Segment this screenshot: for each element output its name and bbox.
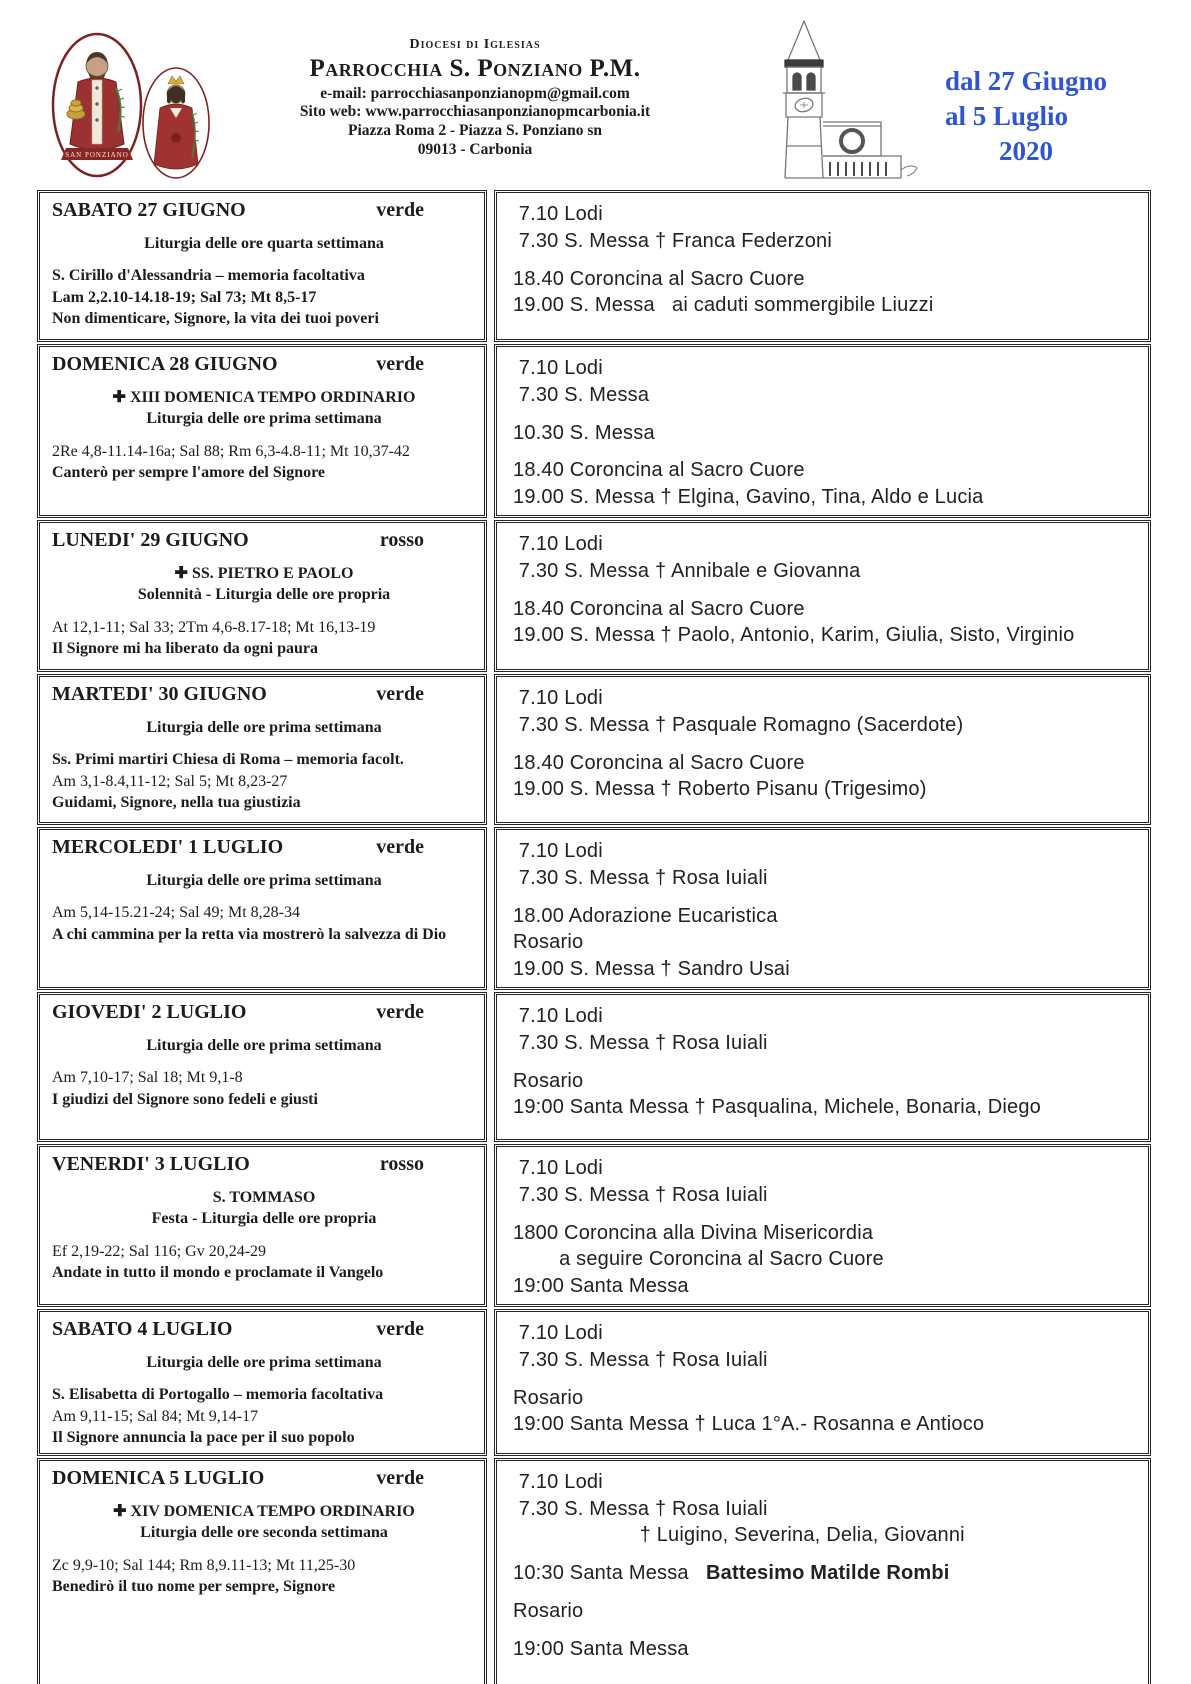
day-title: DOMENICA 5 LUGLIO <box>52 1466 265 1489</box>
day-row <box>37 520 1151 672</box>
day-info-cell <box>37 190 487 342</box>
schedule-line: 7.10 Lodi <box>513 839 603 862</box>
schedule-line: Rosario <box>513 1599 584 1622</box>
liturgical-color: verde <box>376 199 424 221</box>
day-info-cell <box>37 520 487 672</box>
day-info-cell <box>37 1144 487 1307</box>
period-line: al 5 Luglio <box>945 101 1069 132</box>
schedule-line: Rosario <box>513 1386 584 1409</box>
schedule-line: 7.30 S. Messa † Rosa Iuiali <box>513 1183 768 1206</box>
schedule-line: 19:00 Santa Messa <box>513 1275 689 1298</box>
day-row <box>37 1458 1151 1684</box>
day-row <box>37 992 1151 1142</box>
schedule-line: 19:00 Santa Messa <box>513 1637 689 1660</box>
schedule-line: 7.10 Lodi <box>513 1004 603 1027</box>
day-title: DOMENICA 28 GIUGNO <box>52 353 278 375</box>
day-detail-line: A chi cammina per la retta via mostrerò la salvezza di Dio <box>52 925 447 943</box>
day-info-cell <box>37 344 487 518</box>
liturgical-color: verde <box>376 835 424 858</box>
schedule-line: 7.30 S. Messa † Pasquale Romagno (Sacerdote) <box>513 713 964 736</box>
day-info-cell <box>37 992 487 1142</box>
day-detail-line: Festa - Liturgia delle ore propria <box>151 1210 377 1228</box>
day-row <box>37 1309 1151 1456</box>
parish-city: 09013 - Carbonia <box>417 141 533 159</box>
day-detail-line: ✚ XIV DOMENICA TEMPO ORDINARIO <box>113 1502 415 1520</box>
san-ponziano-image <box>50 30 144 180</box>
schedule-line: 7.10 Lodi <box>513 203 603 225</box>
day-detail-line: Ef 2,19-22; Sal 116; Gv 20,24-29 <box>52 1242 267 1260</box>
day-detail-line: Andate in tutto il mondo e proclamate il Vangelo <box>52 1264 384 1282</box>
san-ponziano-caption: SAN PONZIANO <box>65 151 129 159</box>
schedule-line: 7.30 S. Messa † Franca Federzoni <box>513 229 832 252</box>
schedule-line: 19:00 Santa Messa † Luca 1°A.- Rosanna e Antioco <box>513 1413 985 1436</box>
schedule-line: 7.30 S. Messa † Rosa Iuiali <box>513 1497 768 1520</box>
schedule-line: 7.10 Lodi <box>513 1321 603 1344</box>
day-detail-line: S. Elisabetta di Portogallo – memoria facoltativa <box>52 1386 384 1404</box>
schedule-line: a seguire Coroncina al Sacro Cuore <box>513 1248 884 1271</box>
day-heading <box>52 1317 476 1341</box>
day-heading <box>52 1000 476 1024</box>
church-drawing <box>752 18 922 186</box>
day-heading <box>52 835 476 859</box>
day-detail-line: Non dimenticare, Signore, la vita dei tuoi poveri <box>52 310 379 328</box>
parish-email: e-mail: parrocchiasanponzianopm@gmail.com <box>320 84 630 102</box>
schedule-line: 18.40 Coroncina al Sacro Cuore <box>513 751 805 774</box>
day-info-cell <box>37 1458 487 1684</box>
day-row <box>37 190 1151 342</box>
liturgical-color: verde <box>376 1000 424 1023</box>
day-detail-line: Benedirò il tuo nome per sempre, Signore <box>52 1578 336 1596</box>
schedule-body <box>37 190 1151 1684</box>
day-detail-line: At 12,1-11; Sal 33; 2Tm 4,6-8.17-18; Mt 16,13-19 <box>52 618 376 636</box>
day-detail-line: Il Signore mi ha liberato da ogni paura <box>52 640 318 658</box>
parish-website: Sito web: www.parrocchiasanponzianopmcarbonia.it <box>299 103 651 121</box>
day-heading <box>52 528 476 552</box>
day-schedule-cell <box>494 827 1151 990</box>
day-detail-line: Guidami, Signore, nella tua giustizia <box>52 794 301 812</box>
day-schedule-cell <box>494 1309 1151 1456</box>
day-detail-line: Liturgia delle ore prima settimana <box>146 871 382 889</box>
schedule-line: 10:30 Santa Messa Battesimo Matilde Rombi <box>513 1562 950 1585</box>
liturgical-color: verde <box>376 353 424 375</box>
schedule-line: 1800 Coroncina alla Divina Misericordia <box>513 1221 874 1244</box>
day-heading <box>52 1152 476 1176</box>
day-detail-line: I giudizi del Signore sono fedeli e giusti <box>52 1090 318 1108</box>
schedule-line: 7.30 S. Messa † Rosa Iuiali <box>513 1348 768 1371</box>
schedule-line: 10.30 S. Messa <box>513 421 655 444</box>
period-year: 2020 <box>999 136 1053 167</box>
schedule-line: 7.30 S. Messa † Rosa Iuiali <box>513 866 768 889</box>
liturgical-color: verde <box>376 1466 424 1489</box>
schedule-line: 18.40 Coroncina al Sacro Cuore <box>513 459 805 482</box>
day-heading <box>52 352 476 376</box>
day-detail-line: Liturgia delle ore prima settimana <box>146 718 382 736</box>
day-detail-line: Ss. Primi martiri Chiesa di Roma – memoria facolt. <box>52 751 404 769</box>
day-heading <box>52 1466 476 1490</box>
liturgical-color: verde <box>376 1317 424 1340</box>
day-detail-line: S. Cirillo d'Alessandria – memoria facoltativa <box>52 267 365 285</box>
day-schedule-cell <box>494 190 1151 342</box>
bulletin-period <box>945 64 1107 169</box>
day-title: MERCOLEDI' 1 LUGLIO <box>52 835 284 858</box>
parish-address: Piazza Roma 2 - Piazza S. Ponziano sn <box>347 122 602 140</box>
schedule-line: 19.00 S. Messa ai caduti sommergibile Liuzzi <box>513 294 934 317</box>
schedule-line: Rosario <box>513 931 584 954</box>
diocese-name: Diocesi di Iglesias <box>409 37 541 52</box>
day-detail-line: Am 9,11-15; Sal 84; Mt 9,14-17 <box>52 1407 259 1425</box>
day-title: SABATO 27 GIUGNO <box>52 199 246 221</box>
day-row <box>37 674 1151 825</box>
schedule-line: 18.00 Adorazione Eucaristica <box>513 904 778 927</box>
day-detail-line: Il Signore annuncia la pace per il suo popolo <box>52 1429 355 1447</box>
schedule-line: 7.10 Lodi <box>513 1470 603 1493</box>
schedule-line: 18.40 Coroncina al Sacro Cuore <box>513 267 805 290</box>
schedule-line: 7.10 Lodi <box>513 532 603 555</box>
day-detail-line: Am 7,10-17; Sal 18; Mt 9,1-8 <box>52 1069 243 1087</box>
day-detail-line: Solennità - Liturgia delle ore propria <box>137 586 391 604</box>
day-schedule-cell <box>494 992 1151 1142</box>
schedule-line: † Luigino, Severina, Delia, Giovanni <box>513 1524 965 1547</box>
day-detail-line: Zc 9,9-10; Sal 144; Rm 8,9.11-13; Mt 11,25-30 <box>52 1556 356 1574</box>
day-row <box>37 344 1151 518</box>
schedule-line: 19.00 S. Messa † Paolo, Antonio, Karim, Giulia, Sisto, Virginio <box>513 624 1075 647</box>
day-detail-line: Canterò per sempre l'amore del Signore <box>52 464 325 482</box>
weekly-schedule-table <box>30 188 1158 1684</box>
day-detail-line: Liturgia delle ore quarta settimana <box>144 235 384 252</box>
liturgical-color: verde <box>376 682 424 705</box>
day-title: VENERDI' 3 LUGLIO <box>52 1152 250 1175</box>
day-detail-line: Lam 2,2.10-14.18-19; Sal 73; Mt 8,5-17 <box>52 288 317 306</box>
day-detail-line: Am 5,14-15.21-24; Sal 49; Mt 8,28-34 <box>52 904 300 922</box>
day-detail-line: Liturgia delle ore prima settimana <box>146 410 382 428</box>
day-heading <box>52 682 476 706</box>
schedule-line: 7.30 S. Messa † Rosa Iuiali <box>513 1031 768 1054</box>
day-info-cell <box>37 1309 487 1456</box>
schedule-line: 18.40 Coroncina al Sacro Cuore <box>513 597 805 620</box>
period-line: dal 27 Giugno <box>945 66 1108 96</box>
schedule-line: 19:00 Santa Messa † Pasqualina, Michele, Bonaria, Diego <box>513 1096 1041 1119</box>
day-row <box>37 827 1151 990</box>
schedule-line: 7.10 Lodi <box>513 686 603 709</box>
parish-name: Parrocchia S. Ponziano P.M. <box>309 55 641 83</box>
day-detail-line: ✚ XIII DOMENICA TEMPO ORDINARIO <box>112 389 416 406</box>
day-info-cell <box>37 674 487 825</box>
day-row <box>37 1144 1151 1307</box>
day-schedule-cell <box>494 1458 1151 1684</box>
day-detail-line: 2Re 4,8-11.14-16a; Sal 88; Rm 6,3-4.8-11; Mt 10,37-42 <box>52 442 410 460</box>
schedule-line: 7.10 Lodi <box>513 357 603 379</box>
day-detail-line: Liturgia delle ore prima settimana <box>146 1036 382 1054</box>
schedule-line-bold: Battesimo Matilde Rombi <box>706 1562 950 1585</box>
header <box>0 0 1191 188</box>
day-schedule-cell <box>494 1144 1151 1307</box>
liturgical-color: rosso <box>379 528 424 551</box>
day-title: SABATO 4 LUGLIO <box>52 1317 233 1340</box>
schedule-line: 19.00 S. Messa † Sandro Usai <box>513 958 790 981</box>
schedule-line: 7.10 Lodi <box>513 1156 603 1179</box>
schedule-line: Rosario <box>513 1069 584 1092</box>
liturgical-color: rosso <box>379 1152 424 1175</box>
day-schedule-cell <box>494 344 1151 518</box>
day-title: LUNEDI' 29 GIUGNO <box>52 528 249 551</box>
schedule-line: 19.00 S. Messa † Roberto Pisanu (Trigesimo) <box>513 778 927 801</box>
day-detail-line: Liturgia delle ore prima settimana <box>146 1353 382 1371</box>
day-detail-line: Am 3,1-8.4,11-12; Sal 5; Mt 8,23-27 <box>52 772 288 790</box>
schedule-line: 7.30 S. Messa † Annibale e Giovanna <box>513 559 861 582</box>
day-info-cell <box>37 827 487 990</box>
day-detail-line: Liturgia delle ore seconda settimana <box>140 1524 388 1542</box>
day-heading <box>52 198 476 222</box>
schedule-line: 19.00 S. Messa † Elgina, Gavino, Tina, Aldo e Lucia <box>513 486 984 509</box>
female-saint-image <box>140 64 212 182</box>
day-detail-line: ✚ SS. PIETRO E PAOLO <box>174 564 354 582</box>
schedule-line: 7.30 S. Messa <box>513 383 650 406</box>
parish-header-block <box>255 36 695 160</box>
day-detail-line: S. TOMMASO <box>212 1188 316 1206</box>
day-title: GIOVEDI' 2 LUGLIO <box>52 1000 247 1023</box>
day-schedule-cell <box>494 674 1151 825</box>
day-title: MARTEDI' 30 GIUGNO <box>52 682 267 705</box>
day-schedule-cell <box>494 520 1151 672</box>
